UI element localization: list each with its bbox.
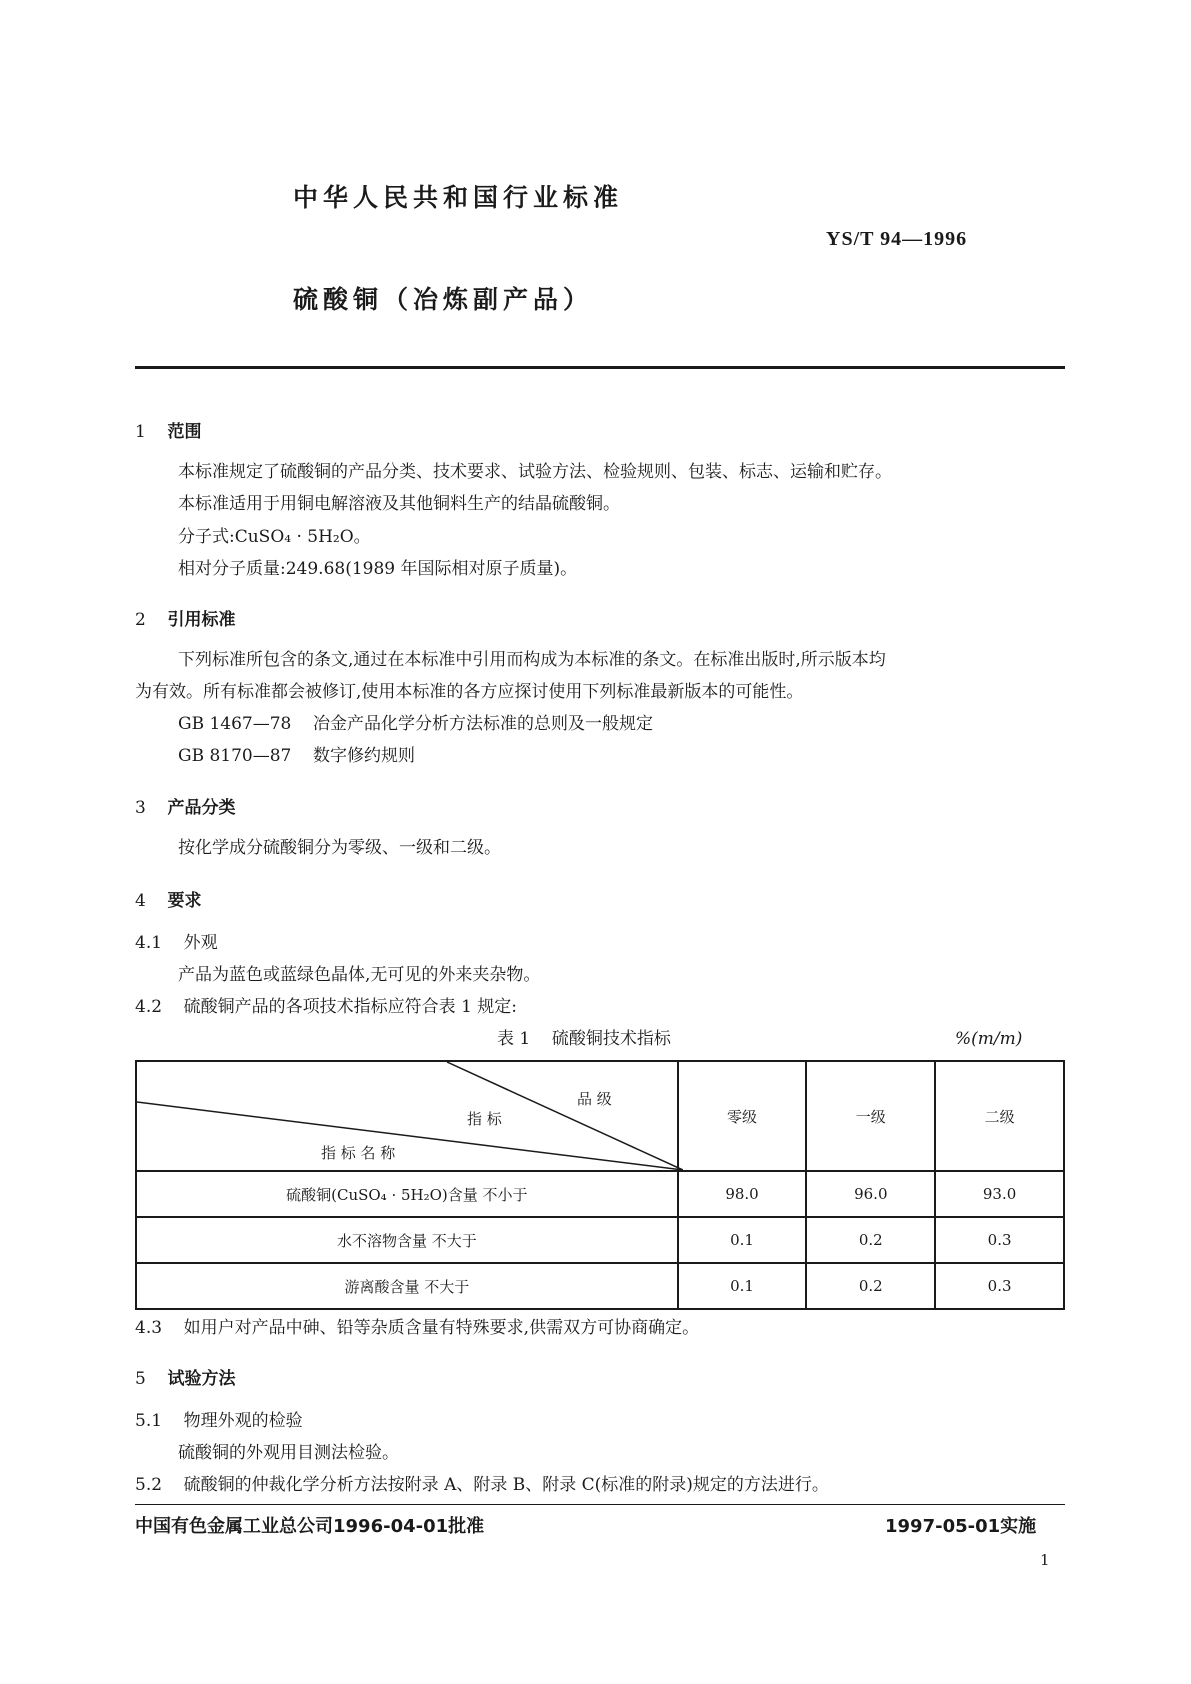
section-title: 要求 [167, 891, 202, 911]
scope-line: 本标准规定了硫酸铜的产品分类、技术要求、试验方法、检验规则、包装、标志、运输和贮存。 [178, 462, 892, 482]
section-title: 产品分类 [167, 798, 236, 818]
spec-table [135, 1060, 1065, 1310]
corner-grade-label: 品 级 [577, 1090, 612, 1108]
classification-text: 按化学成分硫酸铜分为零级、一级和二级。 [178, 838, 501, 858]
table-row [136, 1171, 1064, 1217]
subsection-title: 物理外观的检验 [183, 1411, 303, 1431]
corner-diagonal-lines [137, 1062, 683, 1170]
section-number: 1 [135, 422, 146, 442]
standard-code: YS/T 94—1996 [826, 228, 968, 250]
subsection-title: 外观 [183, 933, 218, 953]
indicator-value: 0.2 [806, 1217, 935, 1263]
section-2-heading [135, 605, 235, 630]
header-rule [135, 366, 1065, 369]
reference-intro-line: 为有效。所有标准都会被修订,使用本标准的各方应探讨使用下列标准最新版本的可能性。 [135, 682, 804, 702]
section-title: 引用标准 [167, 610, 236, 630]
footer-rule [135, 1504, 1065, 1505]
subsection-number: 4.3 [135, 1318, 163, 1338]
subsection-4-3 [135, 1318, 699, 1338]
section-1-heading [135, 417, 201, 442]
grade-header: 二级 [935, 1061, 1064, 1171]
grade-header: 零级 [678, 1061, 807, 1171]
subsection-number: 4.1 [135, 933, 163, 953]
corner-diagonal [137, 1062, 677, 1170]
section-title: 范围 [167, 422, 202, 442]
section-4-heading [135, 886, 201, 911]
section-3-heading [135, 793, 235, 818]
section-number: 4 [135, 891, 146, 911]
indicator-value: 0.1 [678, 1263, 807, 1309]
scope-line: 本标准适用于用铜电解溶液及其他铜料生产的结晶硫酸铜。 [178, 494, 620, 514]
table-corner-cell [136, 1061, 678, 1171]
document-subtitle: 硫酸铜（冶炼副产品） [293, 285, 594, 314]
reference-title: 数字修约规则 [313, 746, 415, 766]
indicator-value: 93.0 [935, 1171, 1064, 1217]
subsection-number: 4.2 [135, 997, 163, 1017]
reference-intro-line: 下列标准所包含的条文,通过在本标准中引用而构成为本标准的条文。在标准出版时,所示版本均 [178, 650, 886, 670]
table-caption [497, 1029, 671, 1049]
table-row [136, 1263, 1064, 1309]
indicator-value: 0.3 [935, 1217, 1064, 1263]
table-caption-number: 表 1 [497, 1029, 531, 1049]
molecular-formula: 分子式:CuSO₄ · 5H₂O。 [178, 527, 371, 547]
table-unit: %(m/m) [955, 1029, 1023, 1049]
subsection-text: 硫酸铜产品的各项技术指标应符合表 1 规定: [183, 997, 518, 1017]
section-title: 试验方法 [167, 1369, 236, 1389]
subsection-5-2 [135, 1475, 829, 1495]
section-number: 2 [135, 610, 146, 630]
reference-item [178, 714, 653, 734]
appearance-test-text: 硫酸铜的外观用目测法检验。 [178, 1443, 399, 1463]
molecular-mass: 相对分子质量:249.68(1989 年国际相对原子质量)。 [178, 559, 578, 579]
indicator-value: 0.2 [806, 1263, 935, 1309]
appearance-text: 产品为蓝色或蓝绿色晶体,无可见的外来夹杂物。 [178, 965, 541, 985]
subsection-text: 硫酸铜的仲裁化学分析方法按附录 A、附录 B、附录 C(标准的附录)规定的方法进行。 [183, 1475, 829, 1495]
effective-date: 1997-05-01实施 [885, 1516, 1037, 1537]
indicator-name: 硫酸铜(CuSO₄ · 5H₂O)含量 不小于 [136, 1171, 678, 1217]
document-title: 中华人民共和国行业标准 [293, 183, 624, 212]
corner-name-label: 指 标 名 称 [321, 1144, 396, 1162]
indicator-value: 96.0 [806, 1171, 935, 1217]
page-number: 1 [1040, 1551, 1050, 1569]
subsection-number: 5.2 [135, 1475, 163, 1495]
table-header-row [136, 1061, 1064, 1171]
indicator-value: 0.3 [935, 1263, 1064, 1309]
reference-item [178, 746, 415, 766]
subsection-4-2 [135, 997, 517, 1017]
corner-indicator-label: 指 标 [467, 1110, 502, 1128]
reference-code: GB 8170—87 [178, 746, 292, 766]
section-number: 3 [135, 798, 146, 818]
indicator-name: 水不溶物含量 不大于 [136, 1217, 678, 1263]
indicator-name: 游离酸含量 不大于 [136, 1263, 678, 1309]
grade-header: 一级 [806, 1061, 935, 1171]
indicator-value: 0.1 [678, 1217, 807, 1263]
reference-code: GB 1467—78 [178, 714, 292, 734]
subsection-text: 如用户对产品中砷、铅等杂质含量有特殊要求,供需双方可协商确定。 [183, 1318, 700, 1338]
indicator-value: 98.0 [678, 1171, 807, 1217]
table-row [136, 1217, 1064, 1263]
section-5-heading [135, 1364, 235, 1389]
subsection-4-1 [135, 933, 218, 953]
section-number: 5 [135, 1369, 146, 1389]
subsection-number: 5.1 [135, 1411, 163, 1431]
table-caption-title: 硫酸铜技术指标 [551, 1029, 671, 1049]
reference-title: 冶金产品化学分析方法标准的总则及一般规定 [313, 714, 653, 734]
approval-info: 中国有色金属工业总公司1996-04-01批准 [135, 1516, 485, 1537]
subsection-5-1 [135, 1411, 303, 1431]
